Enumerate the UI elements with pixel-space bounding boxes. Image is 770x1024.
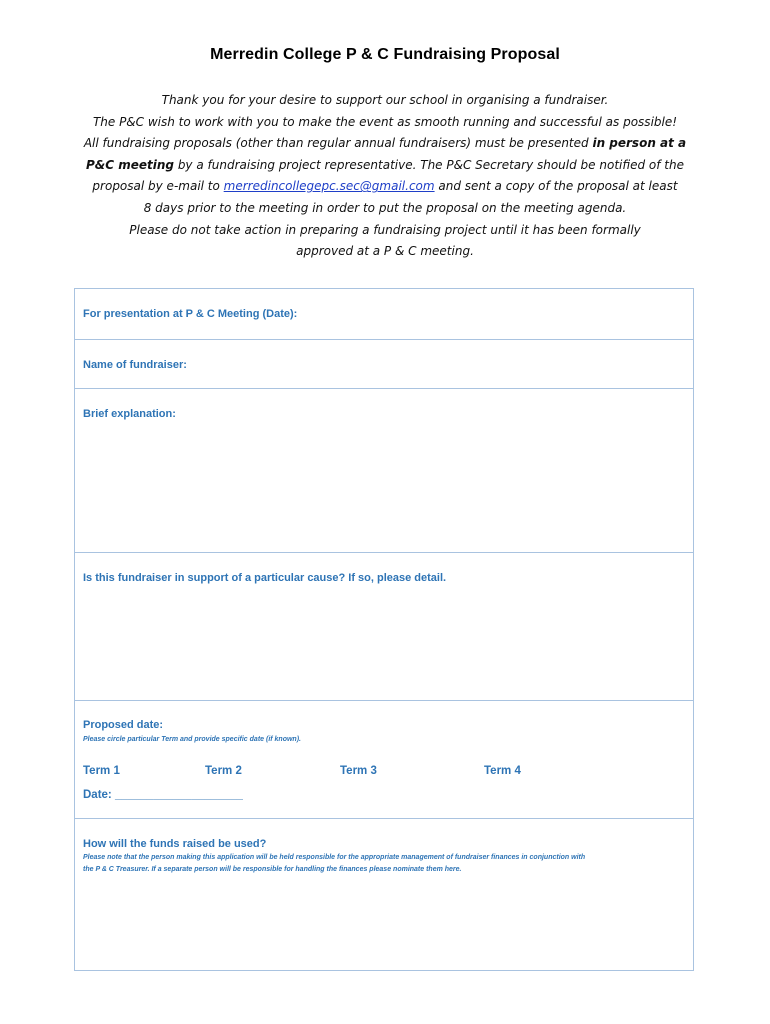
intro-line: 8 days prior to the meeting in order to put the proposal on the meeting agenda. xyxy=(143,200,627,215)
brief-explanation-field[interactable] xyxy=(75,389,693,553)
funds-usage-label: How will the funds raised be used? xyxy=(83,838,267,850)
proposed-date-label: Proposed date: xyxy=(83,719,164,731)
intro-line: Please do not take action in preparing a fundraising project until it has been formally xyxy=(129,222,641,237)
intro-line: All fundraising proposals (other than regular annual fundraisers) must be presented in person at a xyxy=(83,136,687,151)
proposed-date-section xyxy=(75,701,693,819)
term-2-option[interactable]: Term 2 xyxy=(205,765,242,777)
presentation-date-field[interactable] xyxy=(75,289,693,340)
intro-line: The P&C wish to work with you to make the event as smooth running and successful as possible! xyxy=(92,114,678,129)
presentation-date-label: For presentation at P & C Meeting (Date): xyxy=(83,308,298,320)
intro-line: approved at a P & C meeting. xyxy=(296,244,474,259)
intro-line: P&C meeting by a fundraising project representative. The P&C Secretary should be notified of the xyxy=(85,157,684,172)
funds-usage-field[interactable] xyxy=(75,819,693,970)
page-title: Merredin College P & C Fundraising Proposal xyxy=(210,46,560,63)
term-1-option[interactable]: Term 1 xyxy=(83,765,120,777)
email-link[interactable]: merredincollegepc.sec@gmail.com xyxy=(223,179,435,194)
funds-usage-note: Please note that the person making this application will be held responsible for the appropriate management of fundraiser finances in conjunction with the P & C Treasurer. If a separate person will be responsible for handling the finances please nominate them here. xyxy=(83,854,586,873)
proposal-form xyxy=(74,288,694,971)
term-4-option[interactable]: Term 4 xyxy=(484,765,521,777)
term-3-option[interactable]: Term 3 xyxy=(340,765,377,777)
intro-line: Thank you for your desire to support our school in organising a fundraiser. xyxy=(161,93,609,107)
fundraiser-name-label: Name of fundraiser: xyxy=(83,359,187,371)
brief-explanation-label: Brief explanation: xyxy=(83,408,176,420)
intro-paragraph xyxy=(80,90,690,263)
specific-date-field[interactable]: Date: ____________________ xyxy=(83,789,243,801)
proposed-date-note: Please circle particular Term and provide specific date (if known). xyxy=(83,736,301,743)
intro-line: proposal by e-mail to merredincollegepc.sec@gmail.com and sent a copy of the proposal at least xyxy=(92,179,678,194)
cause-field[interactable] xyxy=(75,553,693,701)
fundraiser-name-field[interactable] xyxy=(75,340,693,389)
cause-label: Is this fundraiser in support of a particular cause? If so, please detail. xyxy=(83,572,447,584)
